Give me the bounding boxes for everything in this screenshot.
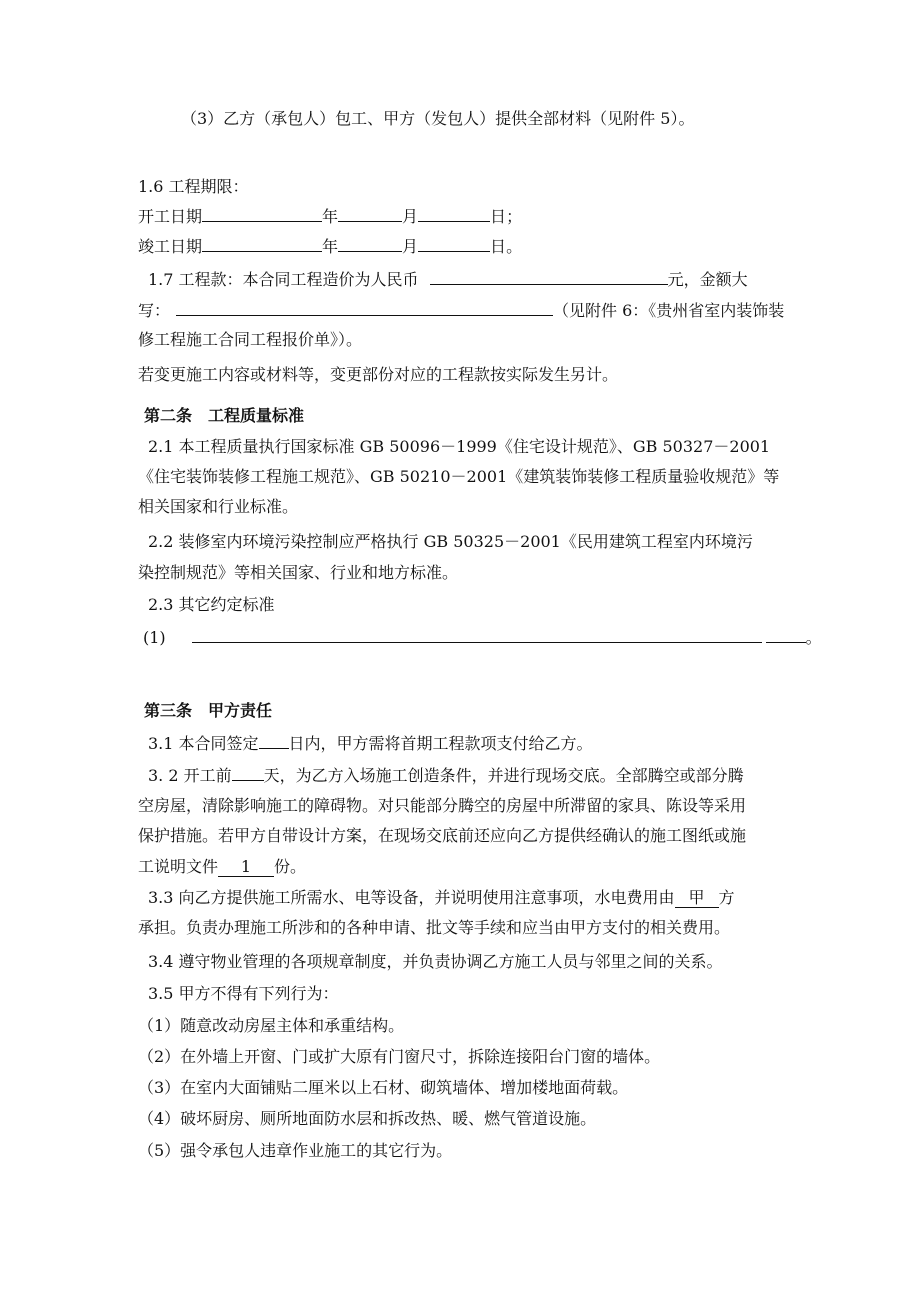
other-standard-blank-tail[interactable] bbox=[766, 626, 806, 643]
article-2-1-line3: 相关国家和行业标准。 bbox=[138, 497, 299, 516]
article-3-3-party-suffix: 方 bbox=[718, 888, 735, 907]
article-3-4: 3.4 遵守物业管理的各项规章制度，并负责协调乙方施工人员与邻里之间的关系。 bbox=[148, 952, 723, 971]
end-year-blank[interactable] bbox=[202, 235, 322, 252]
days-after-signing-blank[interactable] bbox=[259, 732, 289, 749]
other-standard-blank[interactable] bbox=[192, 626, 762, 643]
article-3-2-line2: 空房屋，清除影响施工的障碍物。对只能部分腾空的房屋中所滞留的家具、陈设等采用 bbox=[138, 796, 747, 815]
article-3-2-line1 bbox=[148, 764, 744, 787]
start-date-line bbox=[138, 205, 522, 228]
contract-price-blank[interactable] bbox=[430, 268, 668, 285]
end-date-line bbox=[138, 235, 522, 258]
prohibited-item-2: （2）在外墙上开窗、门或扩大原有门窗尺寸，拆除连接阳台门窗的墙体。 bbox=[138, 1047, 661, 1066]
utility-payer-field[interactable]: 甲 bbox=[675, 889, 719, 908]
change-note: 若变更施工内容或材料等，变更部份对应的工程款按实际发生另计。 bbox=[138, 365, 619, 384]
prohibited-item-3: （3）在室内大面铺贴二厘米以上石材、砌筑墙体、增加楼地面荷载。 bbox=[138, 1078, 629, 1097]
prohibited-item-4: （4）破坏厨房、厕所地面防水层和拆改热、暖、燃气管道设施。 bbox=[138, 1109, 597, 1128]
article-2-3-heading: 2.3 其它约定标准 bbox=[148, 595, 275, 614]
article-2-1-line1: 2.1 本工程质量执行国家标准 GB 50096－1999《住宅设计规范》、GB 50327－2001 bbox=[148, 437, 771, 456]
section-1-6-heading: 1.6 工程期限： bbox=[138, 177, 249, 196]
article-3-3-lead: 3.3 向乙方提供施工所需水、电等设备，并说明使用注意事项，水电费用由 bbox=[148, 888, 675, 907]
item-1-end-punct: 。 bbox=[805, 628, 822, 647]
month-label: 月 bbox=[402, 237, 419, 256]
end-day-blank[interactable] bbox=[418, 235, 490, 252]
article-3-1-rest: 日内，甲方需将首期工程款项支付给乙方。 bbox=[288, 734, 593, 753]
section-1-7-line3: 修工程施工合同工程报价单》）。 bbox=[138, 330, 363, 349]
prohibited-item-1: （1）随意改动房屋主体和承重结构。 bbox=[138, 1016, 405, 1035]
see-appendix-6: （见附件 6：《贵州省室内装饰装 bbox=[553, 301, 785, 320]
article-3-2-rest: 天，为乙方入场施工创造条件，并进行现场交底。全部腾空或部分腾 bbox=[263, 766, 744, 785]
article-3-2-lead: 3. 2 开工前 bbox=[148, 766, 232, 785]
day-label: 日 bbox=[490, 207, 507, 226]
article-3-5-heading: 3.5 甲方不得有下列行为： bbox=[148, 984, 339, 1003]
start-year-blank[interactable] bbox=[202, 205, 322, 222]
article-3-3-line2: 承担。负责办理施工所涉和的各种申请、批文等手续和应当由甲方支付的相关费用。 bbox=[138, 918, 731, 937]
article-3-title: 第三条 甲方责任 bbox=[144, 701, 273, 720]
copies-count-field[interactable]: 1 bbox=[218, 858, 274, 877]
article-2-2-line1: 2.2 装修室内环境污染控制应严格执行 GB 50325－2001《民用建筑工程室内环境污 bbox=[148, 532, 753, 551]
month-label: 月 bbox=[402, 207, 419, 226]
section-1-7-line1 bbox=[148, 268, 748, 291]
amount-in-words-label: 写： bbox=[138, 301, 171, 320]
article-3-2-line3: 保护措施。若甲方自带设计方案，在现场交底前还应向乙方提供经确认的施工图纸或施 bbox=[138, 826, 747, 845]
end-month-blank[interactable] bbox=[338, 235, 402, 252]
item-1-label: (1) bbox=[143, 628, 166, 647]
amount-in-words-blank[interactable] bbox=[176, 299, 553, 316]
article-2-2-line2: 染控制规范》等相关国家、行业和地方标准。 bbox=[138, 563, 459, 582]
article-3-1-lead: 3.1 本合同签定 bbox=[148, 734, 259, 753]
article-2-1-line2: 《住宅装饰装修工程施工规范》、GB 50210－2001《建筑装饰装修工程质量验收规范》等 bbox=[138, 467, 780, 486]
end-date-label: 竣工日期 bbox=[138, 237, 203, 256]
end-date-end-punct: 。 bbox=[506, 237, 523, 256]
start-day-blank[interactable] bbox=[418, 205, 490, 222]
article-3-2-last-rest: 份。 bbox=[274, 857, 307, 876]
article-2-title: 第二条 工程质量标准 bbox=[144, 406, 305, 425]
start-month-blank[interactable] bbox=[338, 205, 402, 222]
section-1-7-line2 bbox=[138, 299, 784, 322]
article-3-2-line4 bbox=[138, 856, 306, 878]
start-date-label: 开工日期 bbox=[138, 207, 203, 226]
start-date-end-punct: ； bbox=[506, 207, 523, 226]
yuan-amount-label: 元，金额大 bbox=[667, 270, 748, 289]
article-3-3-line1 bbox=[148, 887, 735, 909]
prohibited-item-5: （5）强令承包人违章作业施工的其它行为。 bbox=[138, 1141, 453, 1160]
article-2-3-item1 bbox=[143, 626, 822, 649]
item-3-contractor-labor: （3）乙方（承包人）包工、甲方（发包人）提供全部材料（见附件 5）。 bbox=[181, 109, 695, 128]
article-3-1 bbox=[148, 732, 593, 755]
days-before-start-blank[interactable] bbox=[232, 764, 264, 781]
day-label: 日 bbox=[490, 237, 507, 256]
year-label: 年 bbox=[322, 237, 339, 256]
contract-price-lead: 1.7 工程款：本合同工程造价为人民币 bbox=[148, 270, 419, 289]
year-label: 年 bbox=[322, 207, 339, 226]
article-3-2-last-lead: 工说明文件 bbox=[138, 857, 219, 876]
